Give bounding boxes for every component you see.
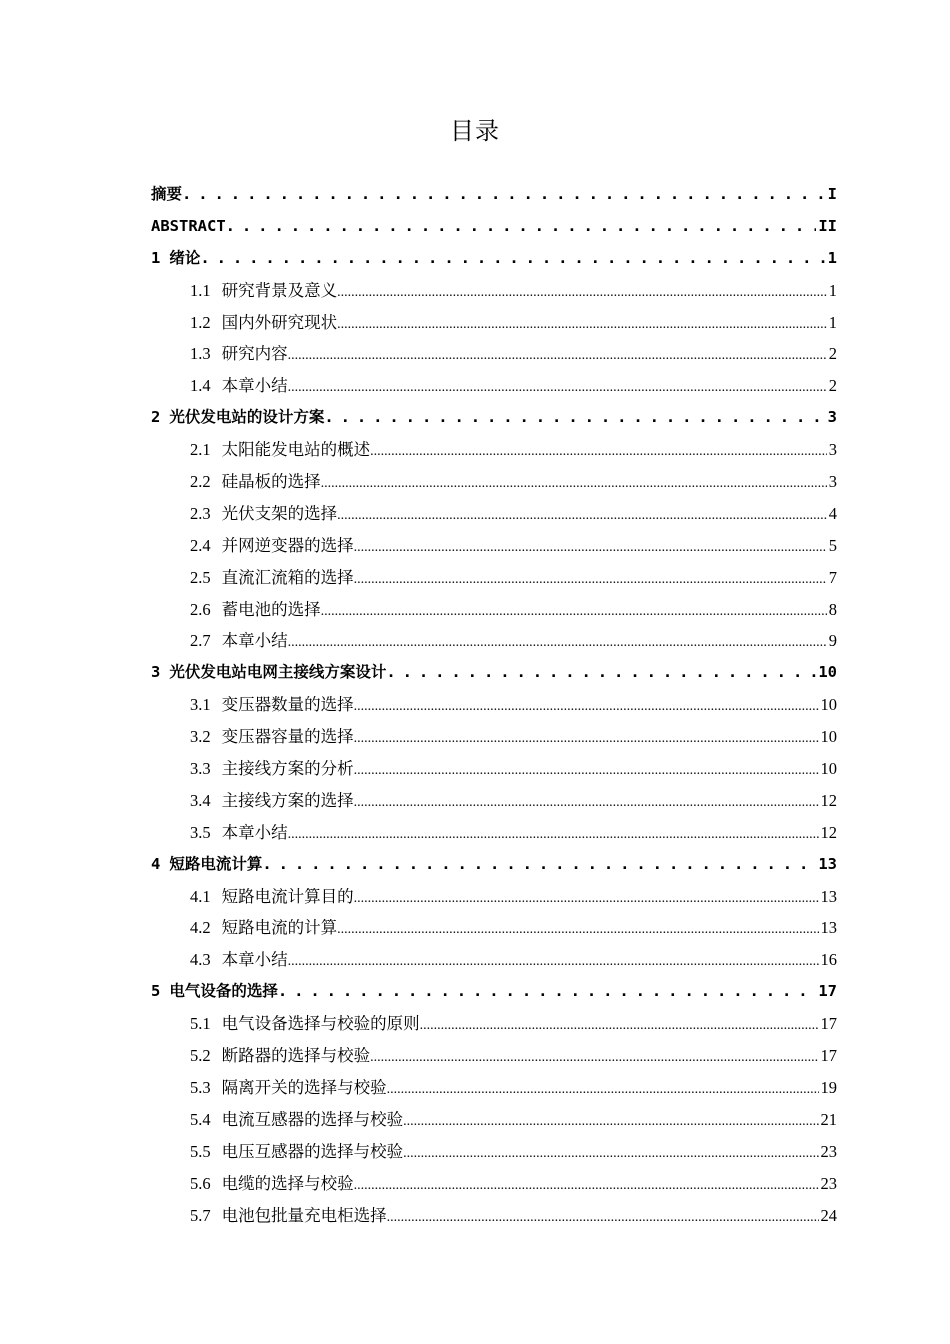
toc-page-number: 5 [828,535,837,555]
toc-chapter-entry[interactable] [151,657,837,689]
toc-page-number: 1 [828,312,837,332]
toc-dot-leader [354,753,819,787]
toc-section-entry[interactable] [151,466,837,498]
toc-section-entry[interactable] [151,562,837,594]
toc-entry-label: 隔离开关的选择与校验 [221,1077,387,1097]
toc-page-number: II [818,216,837,235]
toc-entry-number: 4.3 [190,950,211,970]
toc-entry-number: 3.3 [190,759,211,779]
toc-section-entry[interactable] [151,944,837,976]
toc-dot-leader [278,976,816,1008]
toc-chapter-entry[interactable] [151,402,837,434]
toc-dot-leader [370,434,827,468]
toc-page-number: 1 [827,248,837,267]
toc-entry-label: 绪论 [169,248,201,267]
toc-entry-label: 光伏发电站电网主接线方案设计 [169,663,387,682]
toc-section-entry[interactable] [151,1136,837,1168]
toc-page-number: 17 [818,982,837,1001]
toc-entry-label: 短路电流计算 [169,854,263,873]
toc-section-entry[interactable] [151,625,837,657]
toc-entry-number: 5.4 [190,1109,211,1129]
toc-page-number: 1 [828,280,837,300]
toc-dot-leader [354,881,819,915]
toc-entry-label: 光伏发电站的设计方案 [169,408,325,427]
toc-dot-leader [354,785,819,819]
toc-entry-label: 短路电流的计算 [221,918,338,938]
toc-section-entry[interactable] [151,1072,837,1104]
toc-entry-number: 3 [151,663,161,682]
toc-dot-leader [370,1040,818,1074]
toc-entry-label: 电流互感器的选择与校验 [221,1109,404,1129]
toc-page-number: 8 [828,599,837,619]
toc-entry-label: 电气设备选择与校验的原则 [221,1014,420,1034]
toc-entry-label: 太阳能发电站的概述 [221,440,371,460]
toc-entry-number: 2.7 [190,631,211,651]
toc-dot-leader [420,1008,819,1042]
toc-section-entry[interactable] [151,721,837,753]
toc-entry-number: 1.3 [190,344,211,364]
toc-dot-leader [200,243,825,275]
toc-entry-number: 2 [151,408,161,427]
toc-entry-number: 3.2 [190,727,211,747]
toc-entry-label: 主接线方案的分析 [221,759,354,779]
toc-page-number: 24 [820,1205,837,1225]
toc-page-number: 16 [820,950,837,970]
toc-dot-leader [288,817,819,851]
toc-entry-label: 硅晶板的选择 [221,472,321,492]
toc-dot-leader [354,562,827,596]
toc-section-entry[interactable] [151,881,837,913]
toc-section-entry[interactable] [151,594,837,626]
toc-page-number: 9 [828,631,837,651]
toc-page-number: 23 [820,1173,837,1193]
toc-entry-number: 4 [151,854,161,873]
toc-chapter-entry[interactable] [151,849,837,881]
toc-section-entry[interactable] [151,370,837,402]
toc-entry-number: 5.5 [190,1141,211,1161]
toc-entry-label: 电池包批量充电柜选择 [221,1205,387,1225]
toc-page-number: 3 [828,472,837,492]
toc-dot-leader [288,944,819,978]
toc-section-entry[interactable] [151,1104,837,1136]
toc-page-number: 17 [820,1014,837,1034]
toc-dot-leader [288,370,827,404]
toc-entry-number: 5.2 [190,1046,211,1066]
toc-entry-number: 3.4 [190,790,211,810]
toc-dot-leader [337,275,827,309]
toc-section-entry[interactable] [151,689,837,721]
toc-page-number: 12 [820,790,837,810]
toc-entry-label: 变压器数量的选择 [221,695,354,715]
toc-entry-number: 2.4 [190,535,211,555]
toc-page-number: 10 [818,663,837,682]
toc-entry-number: 5.1 [190,1014,211,1034]
toc-dot-leader [182,179,826,211]
toc-page-number: 4 [828,503,837,523]
toc-entry-label: 电气设备的选择 [169,982,278,1001]
toc-entry-label: 国内外研究现状 [221,312,338,332]
toc-chapter-entry[interactable] [151,976,837,1008]
toc-entry-label: 本章小结 [221,822,288,842]
toc-entry-label: 变压器容量的选择 [221,727,354,747]
toc-dot-leader [354,1168,819,1202]
toc-page-number: 13 [820,918,837,938]
toc-page-number: I [827,185,837,203]
toc-dot-leader [387,1200,819,1234]
toc-page-number: 3 [827,408,837,427]
toc-section-entry[interactable] [151,307,837,339]
toc-chapter-entry[interactable] [151,243,837,275]
toc-dot-leader [262,849,816,881]
toc-entry-number: 4.1 [190,886,211,906]
toc-section-entry[interactable] [151,912,837,944]
toc-entry-number: 2.1 [190,440,211,460]
toc-section-entry[interactable] [151,1200,837,1232]
toc-dot-leader [321,594,827,628]
toc-dot-leader [337,307,827,341]
toc-page-number: 10 [820,727,837,747]
toc-entry-number: 1.1 [190,280,211,300]
toc-entry-number: 1.2 [190,312,211,332]
toc-entry-number: 1.4 [190,376,211,396]
toc-entry-number: 5.3 [190,1077,211,1097]
toc-dot-leader [354,530,827,564]
toc-dot-leader [288,338,827,372]
toc-entry-number: 2.6 [190,599,211,619]
toc-entry-number: 3.1 [190,695,211,715]
toc-page-number: 13 [818,854,837,873]
toc-entry-number: 5.6 [190,1173,211,1193]
page-title: 目录 [450,117,500,145]
toc-section-entry[interactable] [151,338,837,370]
toc-section-entry[interactable] [151,753,837,785]
toc-entry-number: 2.3 [190,503,211,523]
toc-section-entry[interactable] [151,275,837,307]
toc-entry-label: 研究背景及意义 [221,280,338,300]
toc-entry-label: 本章小结 [221,631,288,651]
toc-dot-leader [354,721,819,755]
toc-dot-leader [337,912,818,946]
toc-entry-number: 5.7 [190,1205,211,1225]
toc-entry-label: 本章小结 [221,950,288,970]
toc-page-number: 12 [820,822,837,842]
toc-page-number: 19 [820,1077,837,1097]
toc-entry-label: 并网逆变器的选择 [221,535,354,555]
toc-page-number: 23 [820,1141,837,1161]
table-of-contents [151,179,837,1231]
toc-page-number: 2 [828,376,837,396]
toc-entry-label: 短路电流计算目的 [221,886,354,906]
toc-dot-leader [403,1136,818,1170]
toc-page-number: 13 [820,886,837,906]
toc-page-number: 10 [820,759,837,779]
toc-section-entry[interactable] [151,1008,837,1040]
toc-page-number: 3 [828,440,837,460]
toc-section-entry[interactable] [151,434,837,466]
toc-section-entry[interactable] [151,498,837,530]
toc-dot-leader [354,689,819,723]
toc-entry-label: 直流汇流箱的选择 [221,567,354,587]
toc-dot-leader [403,1104,818,1138]
toc-dot-leader [386,657,816,689]
toc-entry-number: 4.2 [190,918,211,938]
toc-page-number: 17 [820,1046,837,1066]
toc-dot-leader [324,402,825,434]
toc-entry-label: 光伏支架的选择 [221,503,338,523]
toc-entry-label: 断路器的选择与校验 [221,1046,371,1066]
toc-entry-number: 5 [151,982,161,1001]
toc-dot-leader [337,498,827,532]
toc-entry-label: 主接线方案的选择 [221,790,354,810]
toc-chapter-entry[interactable] [151,179,837,211]
toc-page-number: 7 [828,567,837,587]
toc-section-entry[interactable] [151,530,837,562]
toc-entry-label: ABSTRACT [151,216,226,235]
toc-dot-leader [226,211,817,243]
toc-entry-number: 3.5 [190,822,211,842]
toc-entry-number: 2.5 [190,567,211,587]
toc-dot-leader [387,1072,819,1106]
toc-entry-label: 摘要 [151,185,183,203]
toc-entry-label: 研究内容 [221,344,288,364]
toc-section-entry[interactable] [151,785,837,817]
toc-page-number: 2 [828,344,837,364]
toc-section-entry[interactable] [151,817,837,849]
toc-entry-label: 蓄电池的选择 [221,599,321,619]
toc-page-number: 21 [820,1109,837,1129]
toc-dot-leader [321,466,827,500]
toc-entry-number: 1 [151,248,161,267]
toc-chapter-entry[interactable] [151,211,837,243]
toc-entry-label: 电压互感器的选择与校验 [221,1141,404,1161]
toc-dot-leader [288,625,827,659]
toc-page-number: 10 [820,695,837,715]
toc-entry-label: 本章小结 [221,376,288,396]
toc-section-entry[interactable] [151,1168,837,1200]
toc-entry-label: 电缆的选择与校验 [221,1173,354,1193]
toc-section-entry[interactable] [151,1040,837,1072]
toc-entry-number: 2.2 [190,472,211,492]
